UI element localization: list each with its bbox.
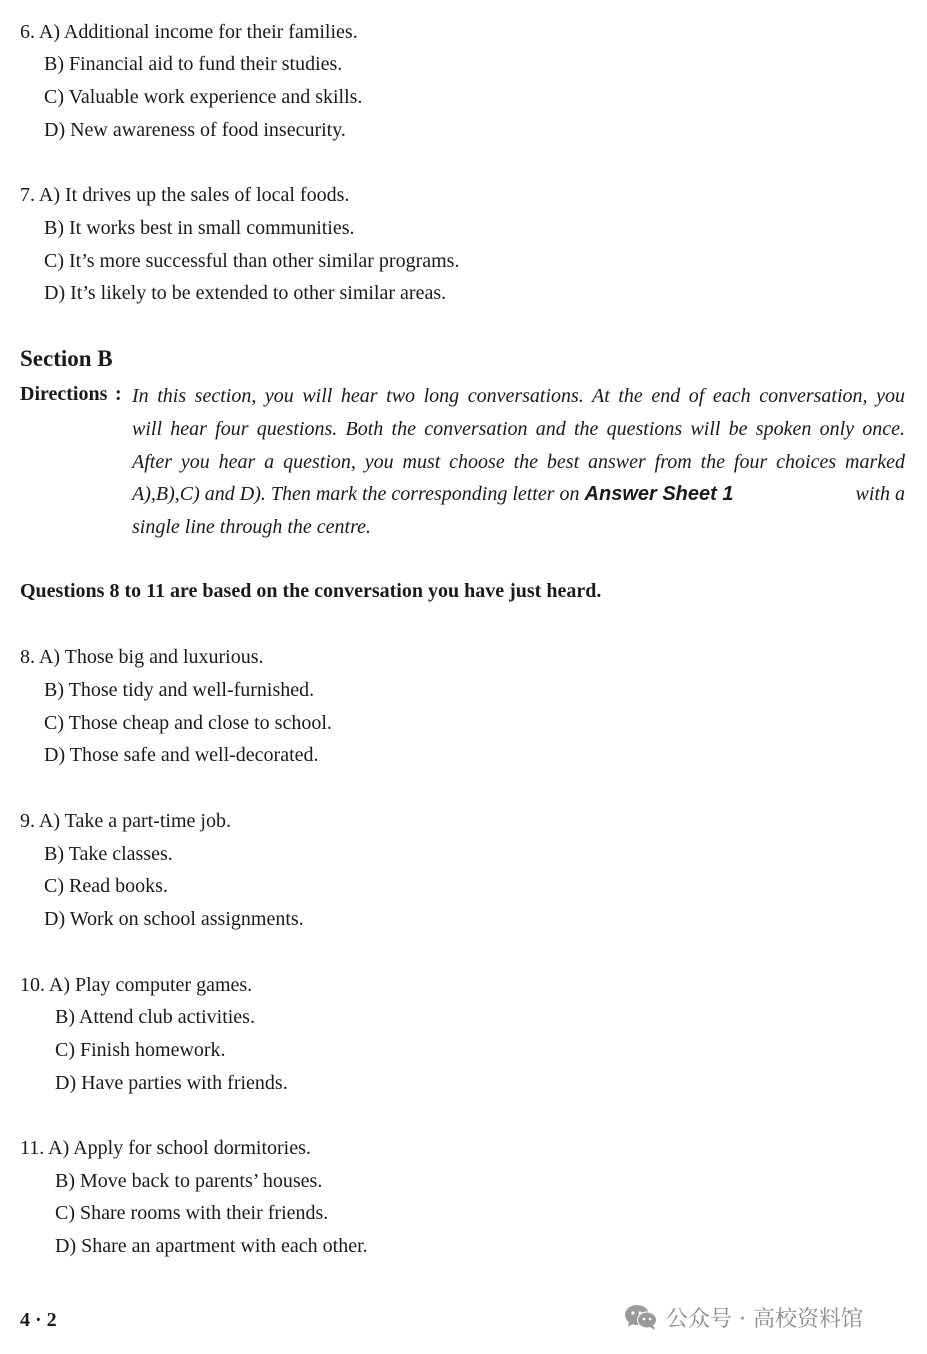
question-9-option-c: C) Read books. xyxy=(44,875,168,897)
question-11-option-d: D) Share an apartment with each other. xyxy=(55,1235,368,1257)
page-number: 4 · 2 xyxy=(20,1309,57,1331)
question-9-option-d: D) Work on school assignments. xyxy=(44,908,304,930)
question-6-option-a: 6. A) Additional income for their families. xyxy=(20,21,358,43)
question-6-option-d: D) New awareness of food insecurity. xyxy=(44,119,346,141)
question-7-option-b: B) It works best in small communities. xyxy=(44,217,355,239)
directions-line-4-text: A),B),C) and D). Then mark the corresponding letter on xyxy=(132,483,580,505)
question-8-option-a: 8. A) Those big and luxurious. xyxy=(20,646,264,668)
question-7-option-d: D) It’s likely to be extended to other similar areas. xyxy=(44,282,447,304)
directions-line-2: will hear four questions. Both the conversation and the questions will be spoken only once. xyxy=(132,418,905,440)
question-6-option-c: C) Valuable work experience and skills. xyxy=(44,86,363,108)
directions-colon: : xyxy=(115,383,122,405)
question-10-option-c: C) Finish homework. xyxy=(55,1039,226,1061)
wechat-icon xyxy=(624,1303,658,1331)
question-7-option-c: C) It’s more successful than other similar programs. xyxy=(44,250,460,272)
question-9-option-a: 9. A) Take a part-time job. xyxy=(20,810,231,832)
question-11-option-b: B) Move back to parents’ houses. xyxy=(55,1170,323,1192)
directions-line-3: After you hear a question, you must choose the best answer from the four choices marked xyxy=(132,451,905,473)
questions-heading: Questions 8 to 11 are based on the conversation you have just heard. xyxy=(20,580,602,602)
directions-line-1: In this section, you will hear two long conversations. At the end of each conversation, you xyxy=(132,385,905,407)
question-11-option-a: 11. A) Apply for school dormitories. xyxy=(20,1137,311,1159)
directions-label: Directions xyxy=(20,383,108,405)
watermark-text: 公众号 · 高校资料馆 xyxy=(666,1306,863,1332)
question-10-option-b: B) Attend club activities. xyxy=(55,1006,255,1028)
question-8-option-b: B) Those tidy and well-furnished. xyxy=(44,679,315,701)
section-title: Section B xyxy=(20,346,113,371)
question-9-option-b: B) Take classes. xyxy=(44,843,173,865)
question-8-option-c: C) Those cheap and close to school. xyxy=(44,712,332,734)
question-11-option-c: C) Share rooms with their friends. xyxy=(55,1202,329,1224)
answer-sheet-label: Answer Sheet 1 xyxy=(584,483,734,505)
question-6-option-b: B) Financial aid to fund their studies. xyxy=(44,53,343,75)
watermark xyxy=(624,1302,863,1332)
question-10-option-a: 10. A) Play computer games. xyxy=(20,974,253,996)
question-8-option-d: D) Those safe and well-decorated. xyxy=(44,744,319,766)
directions-line-5: single line through the centre. xyxy=(132,516,372,538)
directions-line-4 xyxy=(132,482,905,506)
question-10-option-d: D) Have parties with friends. xyxy=(55,1072,288,1094)
question-7-option-a: 7. A) It drives up the sales of local foods. xyxy=(20,184,350,206)
directions-line-4-tail: with a xyxy=(855,483,905,505)
